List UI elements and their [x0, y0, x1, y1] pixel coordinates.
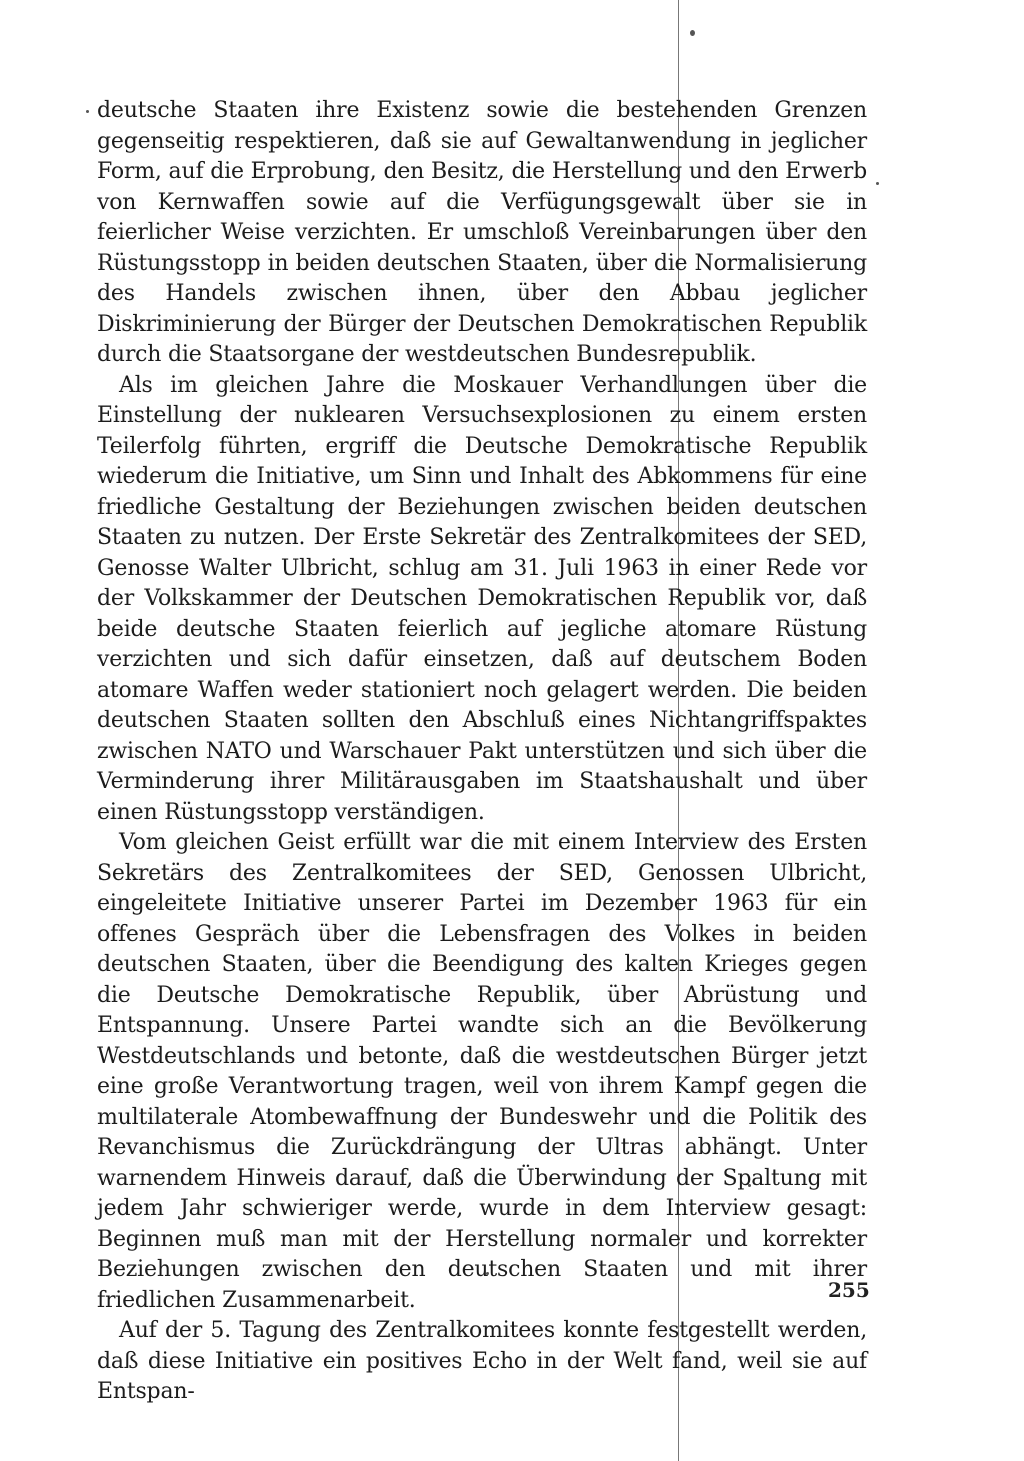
- page-number: 255: [828, 1278, 870, 1302]
- scan-speck: [876, 182, 879, 185]
- paragraph-1: deutsche Staaten ihre Existenz sowie die bestehenden Grenzen gegenseitig respektieren, daß sie auf Gewaltanwendung in jeglicher Form, auf die Erprobung, den Besitz, die Herstellung und den Erwerb von Kernwaffen sowie auf die Verfügungsgewalt über sie in feierlicher Weise verzichten. Er umschloß Vereinbarungen über den Rüstungsstopp in beiden deutschen Staaten, über die Normalisierung des Handels zwischen ihnen, über den Abbau jeglicher Diskriminierung der Bürger der Deutschen Demokratischen Republik durch die Staatsorgane der westdeutschen Bundesrepublik.: [97, 98, 867, 367]
- scan-speck: [86, 110, 89, 113]
- body-text: [97, 96, 867, 1408]
- scan-speck: [690, 30, 695, 36]
- paragraph-2: Als im gleichen Jahre die Moskauer Verhandlungen über die Einstellung der nuklearen Versuchsexplosionen zu einem ersten Teilerfolg führten, ergriff die Deutsche Demokratische Republik wiederum die Initiative, um Sinn und Inhalt des Abkommens für eine friedliche Gestaltung der Beziehungen zwischen beiden deutschen Staaten zu nutzen. Der Erste Sekretär des Zentralkomitees der SED, Genosse Walter Ulbricht, schlug am 31. Juli 1963 in einer Rede vor der Volkskammer der Deutschen Demokratischen Republik vor, daß beide deutsche Staaten feierlich auf jegliche atomare Rüstung verzichten und sich dafür einsetzen, daß auf deutschem Boden atomare Waffen weder stationiert noch gelagert werden. Die beiden deutschen Staaten sollten den Abschluß eines Nichtangriffspaktes zwischen NATO und Warschauer Pakt unterstützen und sich über die Verminderung ihrer Militärausgaben im Staatshaushalt und über einen Rüstungsstopp verständigen.: [97, 372, 867, 825]
- paragraph-4: Auf der 5. Tagung des Zentralkomitees konnte festgestellt werden, daß diese Initiative ein positives Echo in der Welt fand, weil sie auf Entspan-: [97, 1318, 867, 1404]
- paragraph-3: Vom gleichen Geist erfüllt war die mit einem Interview des Ersten Sekretärs des Zentralkomitees der SED, Genossen Ulbricht, eingeleitete Initiative unserer Partei im Dezember 1963 für ein offenes Gespräch über die Lebensfragen des Volkes in beiden deutschen Staaten, über die Beendigung des kalten Krieges gegen die Deutsche Demokratische Republik, über Abrüstung und Entspannung. Unsere Partei wandte sich an die Bevölkerung Westdeutschlands und betonte, daß die westdeutschen Bürger jetzt eine große Verantwortung tragen, weil von ihrem Kampf gegen die multilaterale Atombewaffnung der Bundeswehr und die Politik des Revanchismus die Zurückdrängung der Ultras abhängt. Unter warnendem Hinweis darauf, daß die Überwindung der Spaltung mit jedem Jahr schwieriger werde, wurde in dem Interview gesagt: Beginnen muß man mit der Herstellung normaler und korrekter Beziehungen zwischen den deutschen Staaten und mit ihrer friedlichen Zusammenarbeit.: [97, 830, 867, 1313]
